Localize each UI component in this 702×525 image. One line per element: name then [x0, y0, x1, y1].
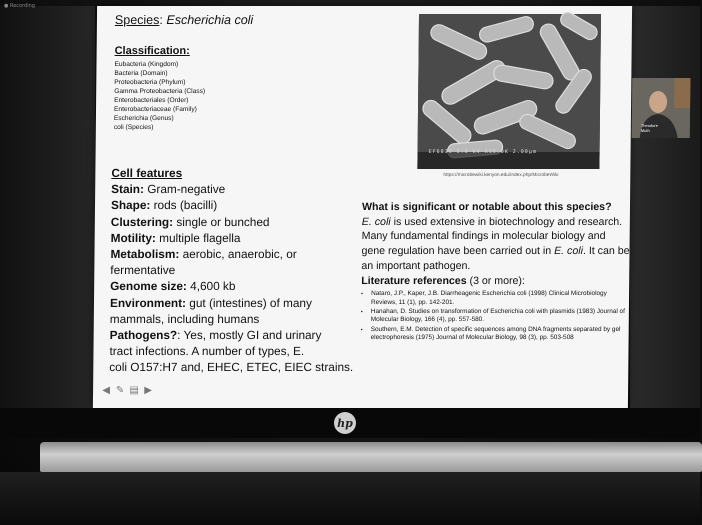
classification-item: Escherichia (Genus) [113, 115, 174, 122]
classification-heading-text: Classification [114, 45, 187, 57]
classification-list [114, 60, 206, 132]
answer-species-italic-2: E. coli [554, 245, 584, 258]
clustering-label: Clustering [110, 214, 170, 229]
laptop-keyboard-deck [0, 472, 700, 525]
pathogens-line: Pathogens?: Yes, mostly GI and urinary [109, 328, 322, 343]
pen-icon[interactable]: ✎ [115, 385, 125, 396]
species-value: Escherichia coli [166, 13, 254, 27]
clustering-line: Clustering: single or bunched [110, 214, 270, 229]
answer-text-1: is used extensive in biotechnology and research. Many fundamental findings in molecular biology and gene regulation have been carried out in [361, 215, 623, 258]
genome-label: Genome size [110, 279, 184, 294]
image-source-url: https://microbewiki.kenyon.edu/index.php/MicrobeWiki [443, 173, 559, 178]
reference-item: ▪ Nataro, J.P., Kaper, J.B. Diarrheagenic Escherichia coli (1998) Clinical Microbiology Reviews, 11 (1), pp. 142-201. [361, 290, 629, 307]
menu-icon[interactable]: ▤ [129, 385, 139, 396]
answer-text-2: . It can be an important pathogen. [361, 245, 630, 272]
species-title: Species: Escherichia coli [114, 13, 254, 27]
significance-question: What is significant or notable about this species? [361, 201, 612, 213]
hp-logo: hp [334, 412, 356, 434]
previous-slide-icon[interactable]: ◀ [102, 385, 110, 396]
classification-item: coli (Species) [113, 124, 154, 131]
genome-value: 4,600 kb [190, 279, 236, 294]
classification-item: Enterobacteriales (Order) [114, 97, 189, 104]
shape-value: rods (bacilli) [153, 198, 218, 213]
significance-answer [361, 215, 630, 274]
recording-indicator-label: Recording [9, 3, 35, 9]
screen-right-dark-region [630, 6, 700, 408]
stain-label: Stain [111, 182, 141, 197]
pathogens-label: Pathogens? [109, 328, 178, 343]
cell-features-heading: Cell features [111, 166, 183, 180]
next-slide-icon[interactable]: ▶ [144, 385, 152, 396]
presentation-slide [93, 6, 659, 408]
micrograph-illustration [417, 14, 601, 169]
classification-item: Bacteria (Domain) [114, 70, 168, 77]
environment-line: Environment: gut (intestines) of many [109, 295, 313, 310]
metabolism-label: Metabolism [110, 247, 176, 262]
motility-label: Motility [110, 230, 153, 245]
environment-line-2: mammals, including humans [109, 311, 260, 326]
micrograph-caption: EF6831 5.0 kV X15.0K 2.00μm [428, 149, 537, 155]
classification-item: Gamma Proteobacteria (Class) [114, 88, 206, 95]
pathogens-value: Yes, mostly GI and urinary [183, 328, 322, 343]
pathogens-line-3: coli O157:H7 and, EHEC, ETEC, EIEC strains. [109, 360, 354, 375]
cell-features-section [109, 165, 355, 376]
reference-item: ▪ Southern, E.M. Detection of specific sequences among DNA fragments separated by gel electrophoresis (1975) Journal of Molecular Biology, 98 (3), pp. 503-508 [361, 326, 629, 343]
slide-navigation [101, 386, 153, 396]
classification-item: Proteobacteria (Phylum) [114, 79, 186, 86]
clustering-value: single or bunched [176, 214, 270, 229]
motility-line: Motility: multiple flagella [110, 230, 241, 245]
metabolism-line: Metabolism: aerobic, anaerobic, or [110, 247, 297, 262]
reference-item: ▪ Hanahan, D. Studies on transformation of Escherichia coli with plasmids (1983) Journal of Molecular Biology, 166 (4), pp. 557-580. [361, 308, 629, 325]
answer-species-italic: E. coli [361, 215, 391, 228]
genome-line: Genome size: 4,600 kb [110, 279, 236, 294]
recording-indicator: ● Recording [4, 3, 35, 9]
webcam-participant-name: Theodore Muth [640, 123, 659, 133]
shape-line: Shape: rods (bacilli) [110, 198, 218, 213]
screen-left-dark-region [0, 6, 95, 408]
classification-item: Eubacteria (Kingdom) [114, 61, 179, 68]
ecoli-micrograph-image [417, 14, 601, 169]
environment-value: gut (intestines) of many [189, 295, 313, 310]
laptop-hinge [40, 442, 702, 472]
pathogens-line-2: tract infections. A number of types, E. [109, 344, 305, 359]
metabolism-value: aerobic, anaerobic, or [182, 247, 297, 262]
environment-label: Environment [109, 295, 183, 310]
stain-line: Stain: Gram-negative [111, 182, 226, 197]
literature-suffix: (3 or more): [466, 274, 525, 287]
stain-value: Gram-negative [147, 182, 226, 197]
motility-value: multiple flagella [159, 230, 241, 245]
classification-heading: Classification: [114, 45, 190, 57]
literature-label: Literature references [361, 274, 467, 287]
reference-list [361, 290, 630, 342]
classification-item: Enterobacteriaceae (Family) [113, 106, 197, 113]
shape-label: Shape [110, 198, 147, 213]
metabolism-line-2: fermentative [110, 263, 176, 278]
species-label: Species [114, 13, 160, 27]
significance-section [361, 200, 631, 344]
literature-heading [361, 274, 629, 289]
